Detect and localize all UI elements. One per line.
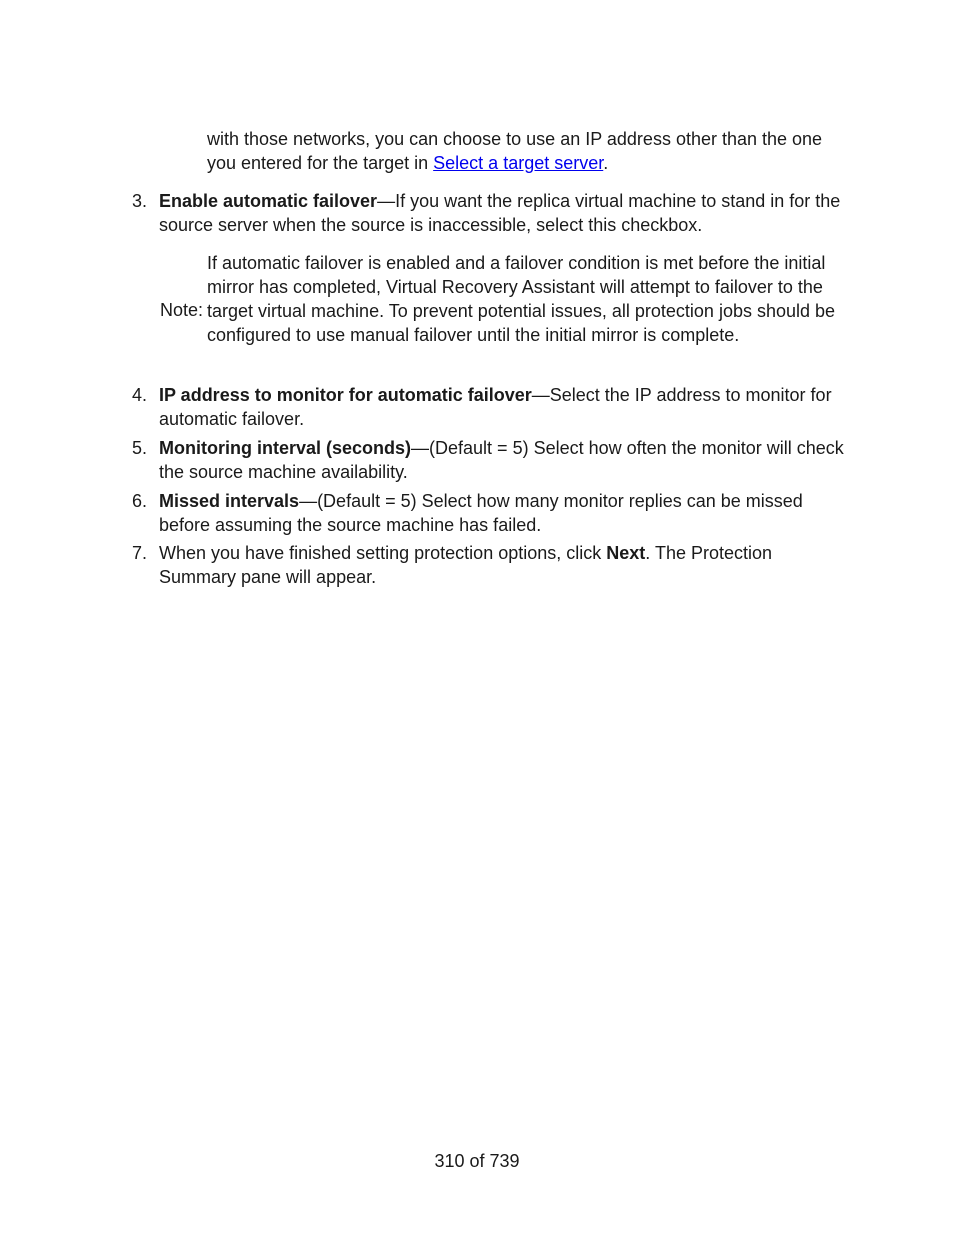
step-number: 5. bbox=[132, 438, 148, 458]
continuation-paragraph bbox=[207, 127, 852, 175]
continuation-period: . bbox=[603, 153, 609, 173]
step-number: 4. bbox=[132, 385, 148, 405]
step-description: —Select the IP address to monitor for automatic failover. bbox=[159, 385, 832, 429]
step-7 bbox=[132, 541, 852, 589]
step-body bbox=[159, 436, 851, 484]
step-6 bbox=[132, 489, 852, 537]
step-description-end: . The Protection Summary pane will appear. bbox=[159, 543, 773, 587]
note-text: If automatic failover is enabled and a failover condition is met before the initial mirror has completed, Virtual Recovery Assistant will attempt to failover to the target virtual machine. To prevent potential issues, all protection jobs should be configured to use manual failover until the initial mirror is complete. bbox=[207, 253, 836, 345]
step-number: 6. bbox=[132, 491, 148, 511]
step-number: 3. bbox=[132, 191, 148, 211]
step-term: Monitoring interval (seconds) bbox=[159, 438, 412, 458]
step-description: —(Default = 5) Select how many monitor replies can be missed before assuming the source machine has failed. bbox=[159, 491, 803, 535]
note-block bbox=[160, 251, 860, 347]
page-number: 310 of 739 bbox=[434, 1151, 520, 1171]
step-4 bbox=[132, 383, 852, 431]
step-5 bbox=[132, 436, 852, 484]
select-target-server-link[interactable]: Select a target server bbox=[433, 153, 604, 173]
step-3 bbox=[132, 189, 852, 237]
step-body bbox=[159, 541, 851, 589]
note-label: Note: bbox=[160, 300, 204, 320]
step-number: 7. bbox=[132, 543, 148, 563]
step-term: Enable automatic failover bbox=[159, 191, 378, 211]
step-term: IP address to monitor for automatic failover bbox=[159, 385, 532, 405]
step-term: Missed intervals bbox=[159, 491, 300, 511]
continuation-text: with those networks, you can choose to use an IP address other than the one you entered for the target in bbox=[207, 129, 823, 173]
step-description: —If you want the replica virtual machine to stand in for the source server when the source is inaccessible, select this checkbox. bbox=[159, 191, 841, 235]
step-description: —(Default = 5) Select how often the monitor will check the source machine availability. bbox=[159, 438, 844, 482]
step-body bbox=[159, 383, 851, 431]
step-description-start: When you have finished setting protection options, click bbox=[159, 543, 607, 563]
step-body bbox=[159, 189, 851, 237]
next-button-reference: Next bbox=[606, 543, 646, 563]
step-body bbox=[159, 489, 851, 537]
